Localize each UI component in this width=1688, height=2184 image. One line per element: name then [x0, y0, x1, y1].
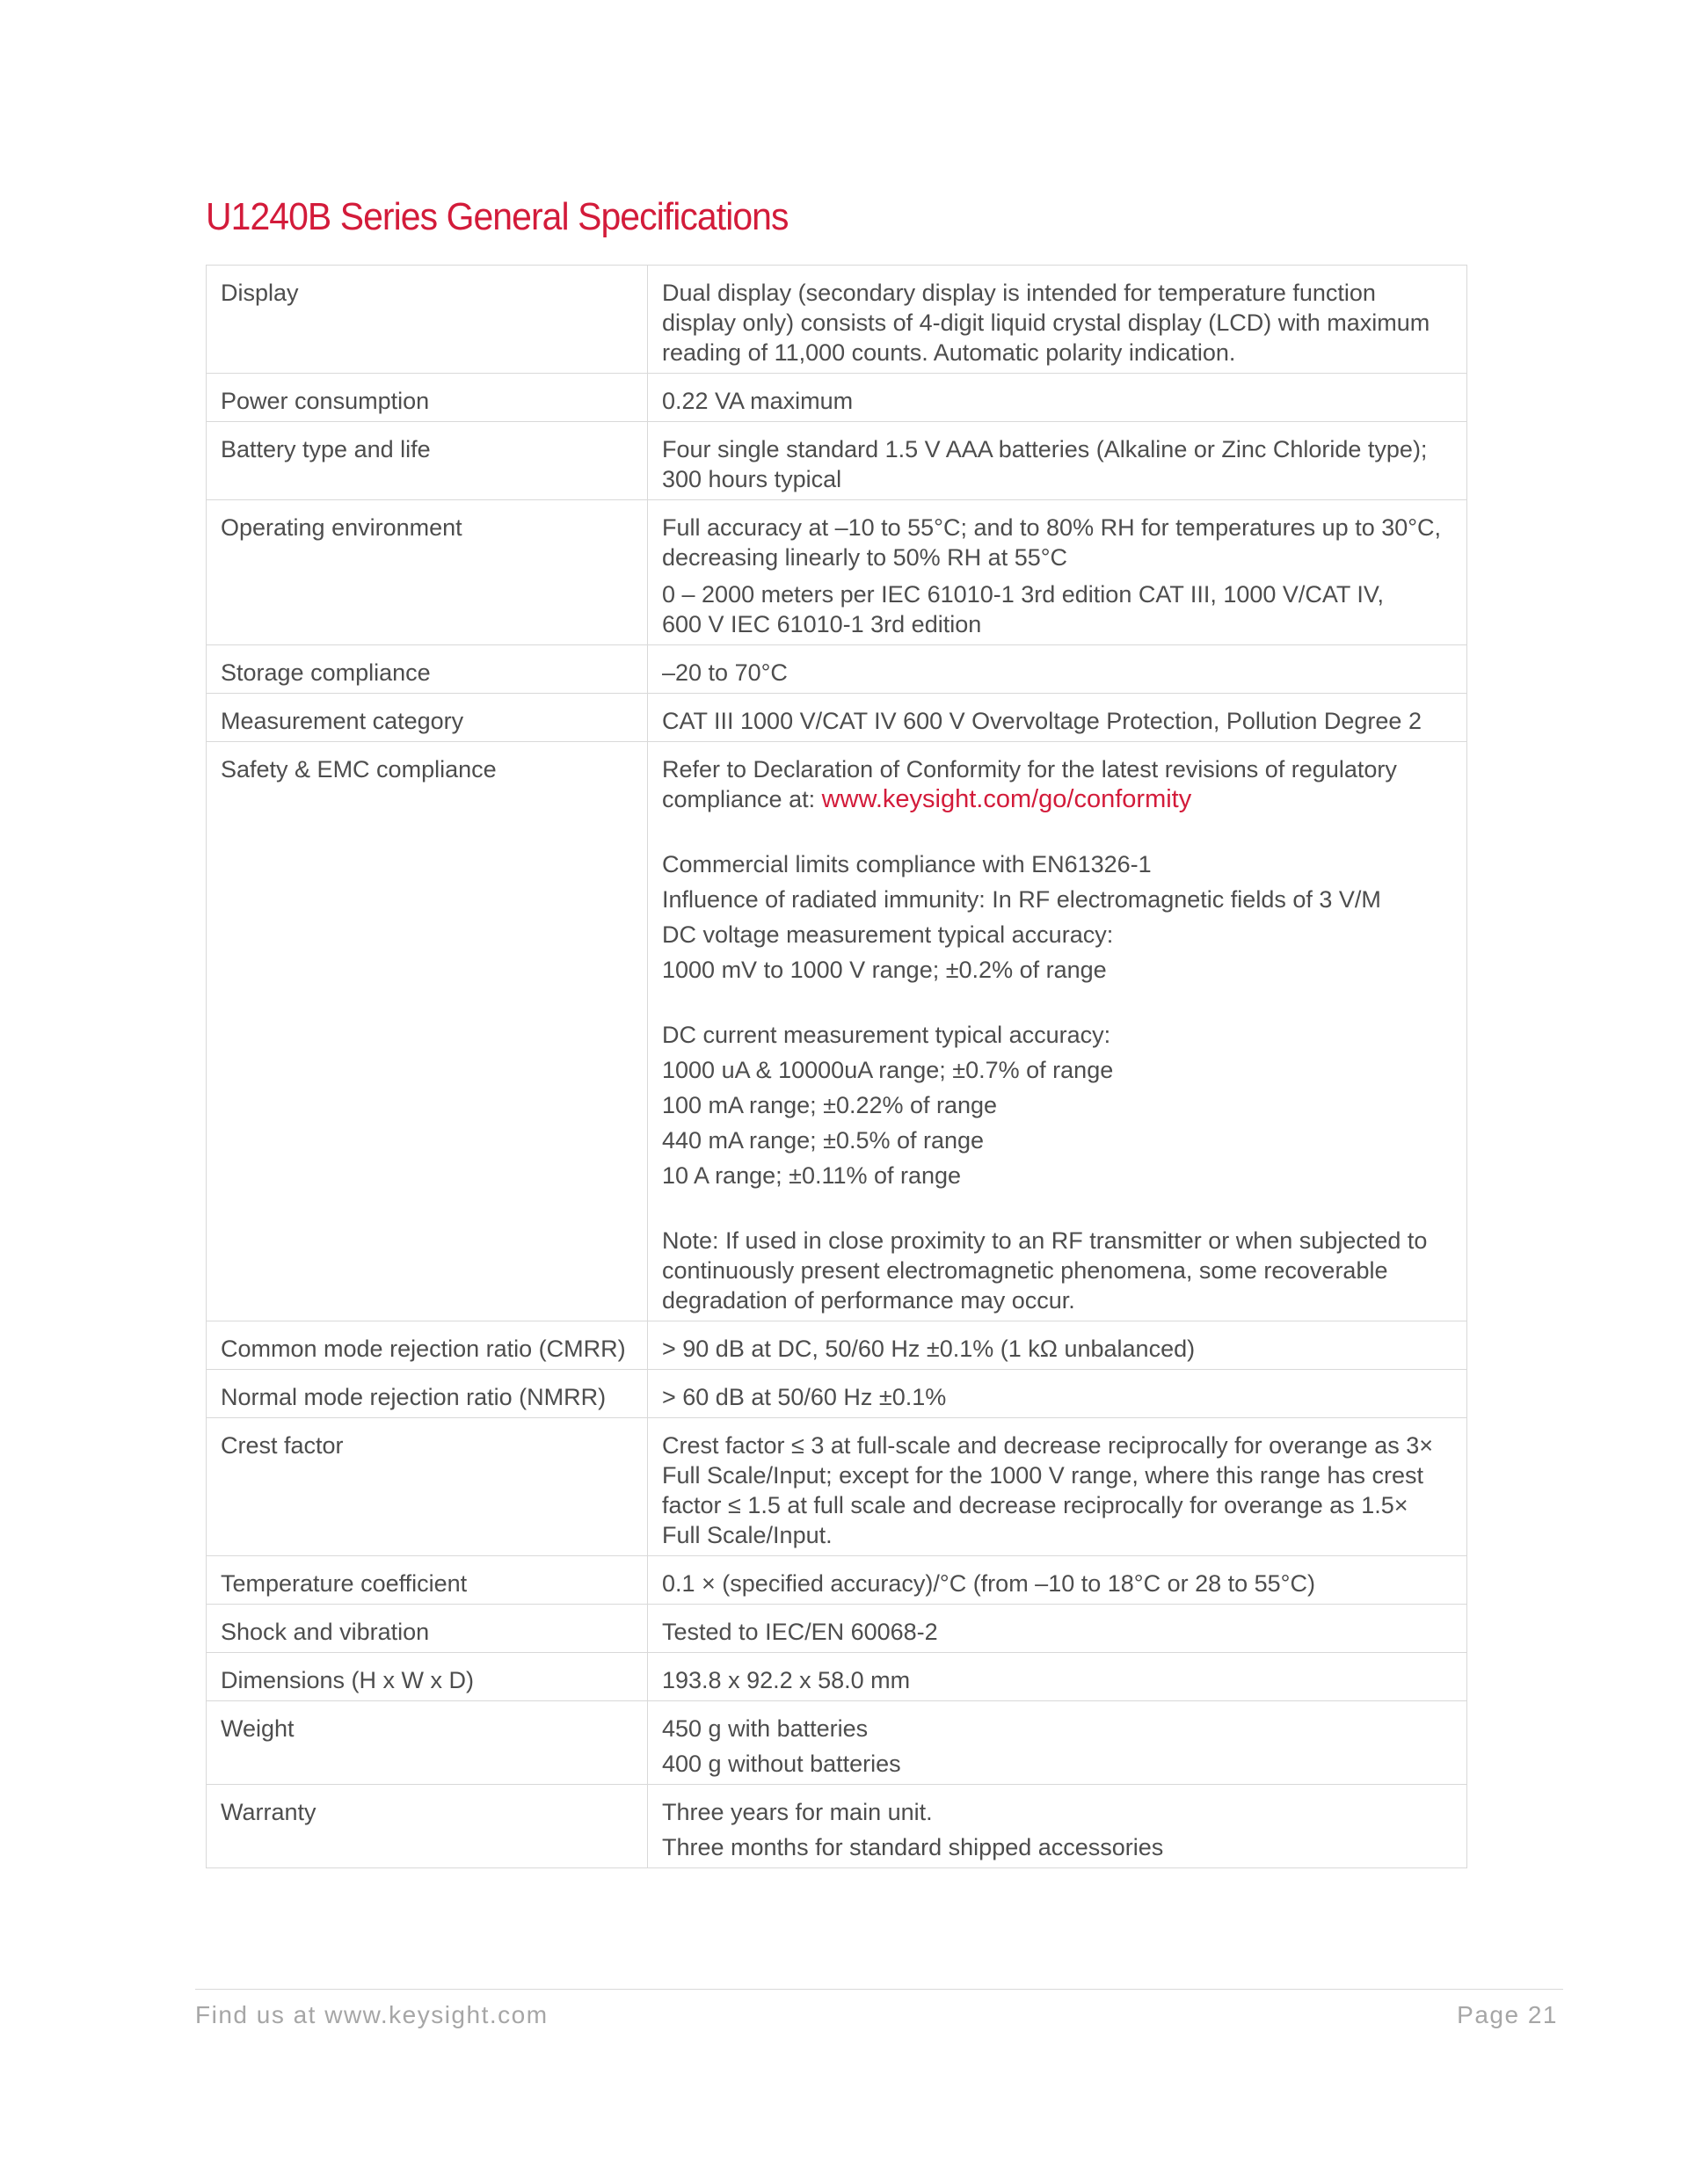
spec-label: Battery type and life — [207, 422, 648, 500]
page-title: U1240B Series General Specifications — [206, 195, 789, 238]
spec-label: Display — [207, 266, 648, 374]
spec-label: Power consumption — [207, 374, 648, 422]
table-row — [207, 1653, 1467, 1701]
spec-value: –20 to 70°C — [648, 645, 1467, 694]
spec-value: > 90 dB at DC, 50/60 Hz ±0.1% (1 kΩ unbalanced) — [648, 1321, 1467, 1370]
table-row — [207, 1785, 1467, 1868]
spec-label: Storage compliance — [207, 645, 648, 694]
spec-value: Refer to Declaration of Conformity for the latest revisions of regulatory compliance at: www.keysight.com/go/conformity Commercial limits compliance with EN61326-1 Influence of radiated immunity: In RF electromagnetic fields of 3 V/M DC voltage measurement typical accuracy: 1000 mV to 1000 V range; ±0.2% of range DC current measurement typical accuracy: 1000 uA & 10000uA range; ±0.7% of range 100 mA range; ±0.22% of range 440 mA range; ±0.5% of range 10 A range; ±0.11% of range Note: If used in close proximity to an RF transmitter or when subjected to continuously present electromagnetic phenomena, some recoverable degradation of performance may occur. — [648, 742, 1467, 1321]
table-row — [207, 742, 1467, 1321]
spec-value: 0.22 VA maximum — [648, 374, 1467, 422]
spec-label: Normal mode rejection ratio (NMRR) — [207, 1370, 648, 1418]
spec-value: Dual display (secondary display is intended for temperature function display only) consists of 4-digit liquid crystal display (LCD) with maximum reading of 11,000 counts. Automatic polarity indication. — [648, 266, 1467, 374]
table-row — [207, 1321, 1467, 1370]
spec-value: > 60 dB at 50/60 Hz ±0.1% — [648, 1370, 1467, 1418]
spec-label: Temperature coefficient — [207, 1556, 648, 1605]
table-row — [207, 1556, 1467, 1605]
spec-value: CAT III 1000 V/CAT IV 600 V Overvoltage Protection, Pollution Degree 2 — [648, 694, 1467, 742]
table-row — [207, 645, 1467, 694]
table-row — [207, 1701, 1467, 1785]
table-row — [207, 500, 1467, 645]
spec-value: 0.1 × (specified accuracy)/°C (from –10 to 18°C or 28 to 55°C) — [648, 1556, 1467, 1605]
spec-label: Measurement category — [207, 694, 648, 742]
footer-website[interactable]: Find us at www.keysight.com — [195, 2001, 549, 2028]
spec-label: Crest factor — [207, 1418, 648, 1556]
spec-label: Shock and vibration — [207, 1605, 648, 1653]
spec-label: Warranty — [207, 1785, 648, 1868]
spec-label: Common mode rejection ratio (CMRR) — [207, 1321, 648, 1370]
spec-value: Three years for main unit. Three months for standard shipped accessories — [648, 1785, 1467, 1868]
spec-label: Operating environment — [207, 500, 648, 645]
page-number: Page 21 — [1457, 2001, 1558, 2028]
table-row — [207, 1605, 1467, 1653]
conformity-link[interactable]: www.keysight.com/go/conformity — [821, 785, 1192, 813]
spec-value: Crest factor ≤ 3 at full-scale and decrease reciprocally for overange as 3× Full Scale/Input; except for the 1000 V range, where this range has crest factor ≤ 1.5 at full scale and decrease reciprocally for overange as 1.5× Full Scale/Input. — [648, 1418, 1467, 1556]
spec-label: Dimensions (H x W x D) — [207, 1653, 648, 1701]
table-row — [207, 266, 1467, 374]
spec-label: Weight — [207, 1701, 648, 1785]
spec-value: Full accuracy at –10 to 55°C; and to 80% RH for temperatures up to 30°C, decreasing linearly to 50% RH at 55°C 0 – 2000 meters per IEC 61010-1 3rd edition CAT III, 1000 V/CAT IV, 600 V IEC 61010-1 3rd edition — [648, 500, 1467, 645]
spec-value: 450 g with batteries 400 g without batteries — [648, 1701, 1467, 1785]
table-row — [207, 694, 1467, 742]
spec-table — [206, 265, 1467, 1868]
spec-value: Four single standard 1.5 V AAA batteries (Alkaline or Zinc Chloride type); 300 hours typical — [648, 422, 1467, 500]
table-row — [207, 1370, 1467, 1418]
table-row — [207, 422, 1467, 500]
table-row — [207, 1418, 1467, 1556]
spec-label: Safety & EMC compliance — [207, 742, 648, 1321]
footer-divider — [195, 1989, 1563, 1990]
spec-value: 193.8 x 92.2 x 58.0 mm — [648, 1653, 1467, 1701]
spec-value: Tested to IEC/EN 60068-2 — [648, 1605, 1467, 1653]
table-row — [207, 374, 1467, 422]
